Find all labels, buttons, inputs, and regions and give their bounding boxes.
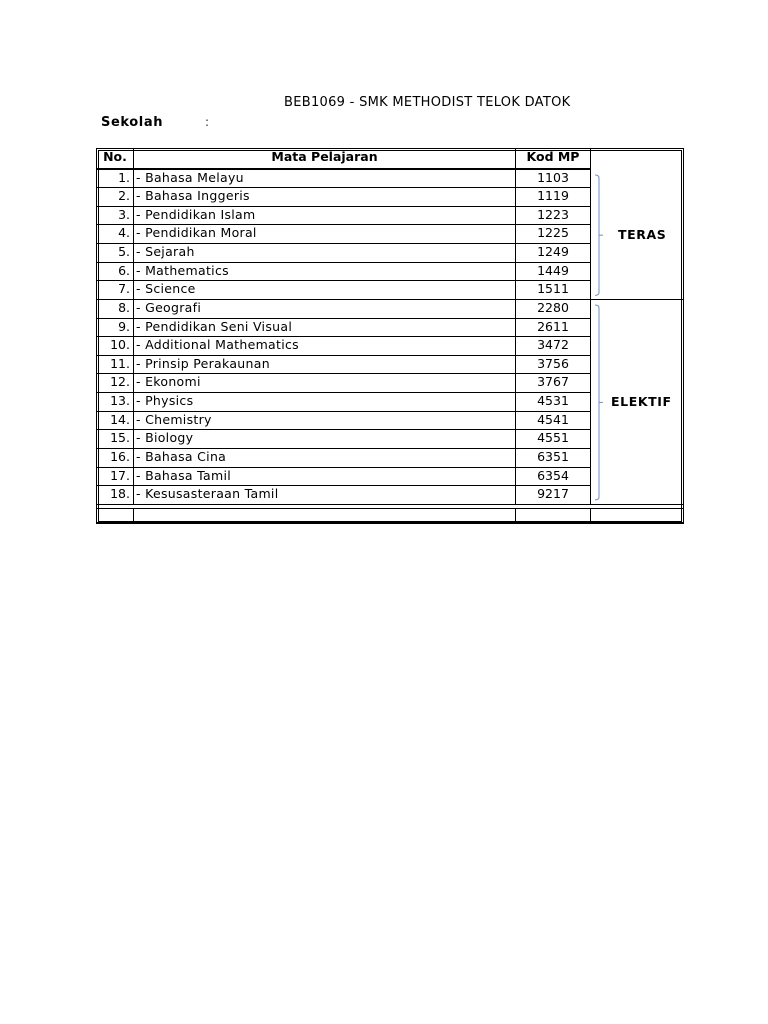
row-subject: - Science <box>133 280 516 300</box>
row-no: 5. <box>96 243 134 263</box>
row-subject: - Additional Mathematics <box>133 336 516 356</box>
row-code: 2280 <box>515 299 591 319</box>
page-title: BEB1069 - SMK METHODIST TELOK DATOK <box>284 95 571 110</box>
row-no: 14. <box>96 411 134 431</box>
subject-table <box>96 148 684 524</box>
row-subject: - Biology <box>133 429 516 449</box>
row-subject: - Bahasa Tamil <box>133 467 516 487</box>
group-label-elektif: ELEKTIF <box>611 394 672 410</box>
row-no: 16. <box>96 448 134 468</box>
row-code: 1511 <box>515 280 591 300</box>
row-subject: - Pendidikan Islam <box>133 206 516 226</box>
row-code: 6354 <box>515 467 591 487</box>
row-subject: - Physics <box>133 392 516 412</box>
group-label-teras: TERAS <box>618 226 667 242</box>
empty-row-group <box>590 508 684 523</box>
brace-elektif <box>594 305 606 500</box>
header-code: Kod MP <box>515 148 591 169</box>
sekolah-label: Sekolah <box>101 115 164 130</box>
row-no: 11. <box>96 355 134 375</box>
empty-row-no <box>96 508 134 523</box>
row-no: 17. <box>96 467 134 487</box>
empty-row-subject <box>133 508 516 523</box>
row-code: 6351 <box>515 448 591 468</box>
row-subject: - Prinsip Perakaunan <box>133 355 516 375</box>
row-subject: - Chemistry <box>133 411 516 431</box>
row-code: 1223 <box>515 206 591 226</box>
row-code: 1449 <box>515 262 591 282</box>
row-code: 4531 <box>515 392 591 412</box>
row-no: 1. <box>96 169 134 189</box>
row-code: 3756 <box>515 355 591 375</box>
row-no: 12. <box>96 373 134 393</box>
row-code: 4541 <box>515 411 591 431</box>
row-code: 1103 <box>515 169 591 189</box>
row-no: 9. <box>96 318 134 338</box>
row-subject: - Sejarah <box>133 243 516 263</box>
brace-teras <box>594 175 606 295</box>
row-code: 3767 <box>515 373 591 393</box>
row-subject: - Pendidikan Seni Visual <box>133 318 516 338</box>
sekolah-colon: : <box>205 115 210 129</box>
row-code: 2611 <box>515 318 591 338</box>
row-no: 3. <box>96 206 134 226</box>
row-no: 4. <box>96 224 134 244</box>
row-subject: - Pendidikan Moral <box>133 224 516 244</box>
row-no: 15. <box>96 429 134 449</box>
row-subject: - Bahasa Inggeris <box>133 187 516 207</box>
empty-row-code <box>515 508 591 523</box>
row-subject: - Geografi <box>133 299 516 319</box>
row-subject: - Kesusasteraan Tamil <box>133 485 516 505</box>
row-no: 7. <box>96 280 134 300</box>
row-no: 8. <box>96 299 134 319</box>
row-code: 1249 <box>515 243 591 263</box>
row-subject: - Ekonomi <box>133 373 516 393</box>
row-no: 10. <box>96 336 134 356</box>
row-subject: - Bahasa Melayu <box>133 169 516 189</box>
row-subject: - Mathematics <box>133 262 516 282</box>
row-subject: - Bahasa Cina <box>133 448 516 468</box>
row-code: 3472 <box>515 336 591 356</box>
row-code: 4551 <box>515 429 591 449</box>
row-code: 1119 <box>515 187 591 207</box>
row-code: 9217 <box>515 485 591 505</box>
row-no: 2. <box>96 187 134 207</box>
row-no: 6. <box>96 262 134 282</box>
row-no: 13. <box>96 392 134 412</box>
header-no: No. <box>96 148 134 169</box>
header-subject: Mata Pelajaran <box>133 148 516 169</box>
row-no: 18. <box>96 485 134 505</box>
row-code: 1225 <box>515 224 591 244</box>
